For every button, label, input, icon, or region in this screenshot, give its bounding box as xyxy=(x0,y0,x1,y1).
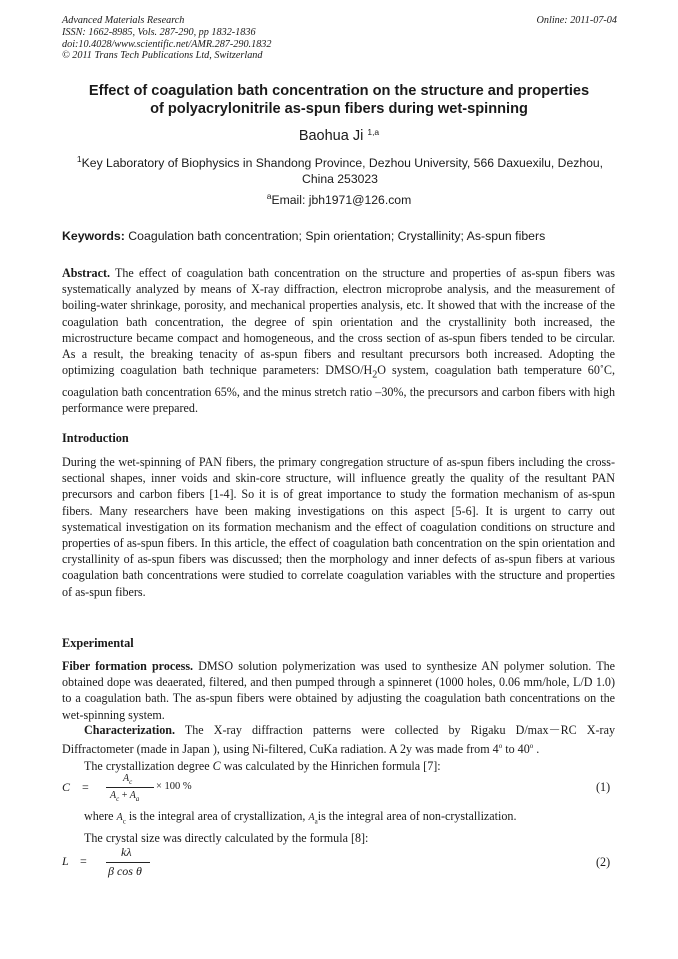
where-text-3: is the integral area of non-crystallization. xyxy=(317,809,517,823)
affiliation-line-2: China 253023 xyxy=(302,172,378,186)
abstract-text-2: O system, coagulation bath temperature 60˚C, coagulation bath concentration 65%, and the minus stretch ratio –30%, the precursors and carbon fibers with high performance were prepared. xyxy=(62,363,615,416)
eq1-numerator: $A_c$ xyxy=(123,773,133,786)
characterization-mid: to 40 xyxy=(502,742,530,757)
degree-superscript-2: o xyxy=(529,742,534,751)
eq1-number: (1) xyxy=(596,780,611,794)
fiber-formation-text: DMSO solution polymerization was used to synthesize AN polymer solution. The obtained dope was deaerated, filtered, and then pumped through a spinneret (1000 holes, 0.06 mm/hole, L/D 1.0) to a coagulation bath. The as-spun fibers were obtained by adjusting the coagulation bath concentrations on the wet-spinning system. xyxy=(62,659,615,722)
eq2-numerator: kλ xyxy=(121,845,132,859)
where-text-1: where xyxy=(84,809,117,823)
eq2-number: (2) xyxy=(596,855,611,869)
affiliation xyxy=(62,155,618,187)
abstract-label: Abstract. xyxy=(62,266,111,280)
journal-name: Advanced Materials Research xyxy=(62,15,185,26)
crystallization-text-2: was calculated by the Hinrichen formula [7]: xyxy=(220,759,441,773)
author-name: Baohua Ji xyxy=(298,128,364,144)
where-line xyxy=(84,809,517,825)
introduction-paragraph: During the wet-spinning of PAN fibers, the primary congregation structure of as-spun fibers including the cross-sectional shapes, inner voids and skin-core structure, will influence greatly the quality of the resultant PAN precursors and carbon fibers [1-4]. So it is of great importance to study the formation mechanism of as-spun fibers. Many researchers have been making investigations on this aspect [5-6]. It is urgent to carry out systematical investigation on its formation mechanism and the effect of coagulation conditions on structure and properties of as-spun fibers. In this article, the effect of coagulation bath concentration on the spin orientation and crystallinity of as-spun fibers was discussed; then the morphology and inner defects of as-spun fibers at various coagulation bath concentrations were studied to correlate coagulation variables with the structure and properties of as-spun fibers. xyxy=(62,455,615,599)
affiliation-superscript: 1 xyxy=(76,154,82,164)
where-var-2: A xyxy=(308,812,315,823)
eq1-equals: = xyxy=(82,780,89,794)
eq2-equals: = xyxy=(80,854,87,868)
email-text: Email: jbh1971@126.com xyxy=(271,193,412,207)
characterization-label: Characterization. xyxy=(84,723,176,737)
characterization-text: The X-ray diffraction patterns were collected by Rigaku D/max－RC X-ray Diffractometer (made in Japan ), using Ni-filtered, CuKa radiation. A 2y was made from 4 xyxy=(62,723,615,757)
doi-line: doi:10.4028/www.scientific.net/AMR.287-290.1832 xyxy=(62,38,272,50)
abstract-subscript: 2 xyxy=(372,369,378,381)
crystal-size-line: The crystal size was directly calculated by the formula [8]: xyxy=(84,831,369,845)
eq1-lhs: C xyxy=(62,780,71,794)
fiber-formation-label: Fiber formation process. xyxy=(62,659,194,673)
eq1-tail: × 100 % xyxy=(156,781,192,792)
where-var-1: A xyxy=(116,812,123,823)
eq2-denominator: β cos θ xyxy=(108,864,142,878)
copyright-line: © 2011 Trans Tech Publications Ltd, Switzerland xyxy=(62,50,263,62)
issn-line: ISSN: 1662-8985, Vols. 287-290, pp 1832-1836 xyxy=(62,26,256,38)
abstract-paragraph xyxy=(62,265,615,416)
paper-title xyxy=(50,82,628,118)
characterization-end: . xyxy=(533,742,540,757)
title-line-1: Effect of coagulation bath concentration on the structure and properties xyxy=(88,83,590,99)
keywords-line xyxy=(62,229,618,243)
abstract-text-1: The effect of coagulation bath concentration on the structure and properties of as-spun fibers was systematically analyzed by means of X-ray diffraction, electron microprobe analysis, and the measurement of boiling-water shrinkage, porosity, and mechanical properties analysis, etc. It showed that with the increase of the coagulation bath concentration, the degree of spin orientation and the crystallinity both increased, the microstructure became compact and homogeneous, and the cross section of as-spun fibers tended to be circular. As a result, the breaking tenacity of as-spun fibers and resultant precursors both increased. Adopting the optimizing coagulation bath technique parameters: DMSO/H xyxy=(62,266,616,378)
where-var-2-sub: a xyxy=(314,817,318,826)
experimental-heading: Experimental xyxy=(62,636,134,650)
email-superscript: a xyxy=(266,191,272,201)
crystallization-variable: C xyxy=(212,759,221,773)
fiber-formation-paragraph xyxy=(62,658,615,723)
crystallization-degree-line xyxy=(84,759,441,774)
introduction-heading: Introduction xyxy=(62,431,129,445)
crystallization-text-1: The crystallization degree xyxy=(84,759,213,773)
eq1-fraction-bar xyxy=(106,787,154,788)
affiliation-line-1: Key Laboratory of Biophysics in Shandong Province, Dezhou University, 566 Daxuexilu, Dezhou, xyxy=(81,156,604,170)
eq2-lhs: L xyxy=(62,854,69,868)
author-superscript: 1,a xyxy=(367,127,380,137)
degree-superscript-1: o xyxy=(498,742,503,751)
where-text-2: is the integral area of crystallization, xyxy=(125,809,309,823)
journal-header xyxy=(62,15,617,62)
where-var-1-sub: c xyxy=(122,817,126,826)
keywords-label: Keywords: xyxy=(62,229,125,243)
title-line-2: of polyacrylonitrile as-spun fibers during wet-spinning xyxy=(150,101,528,117)
author-line xyxy=(0,128,678,144)
keywords-text: Coagulation bath concentration; Spin orientation; Crystallinity; As-spun fibers xyxy=(128,229,546,243)
eq2-fraction-bar xyxy=(106,862,150,863)
email-line xyxy=(0,193,678,207)
characterization-paragraph xyxy=(62,722,615,757)
online-date: Online: 2011-07-04 xyxy=(536,15,617,26)
eq1-denominator: $A_c + A_a$ xyxy=(110,790,140,803)
